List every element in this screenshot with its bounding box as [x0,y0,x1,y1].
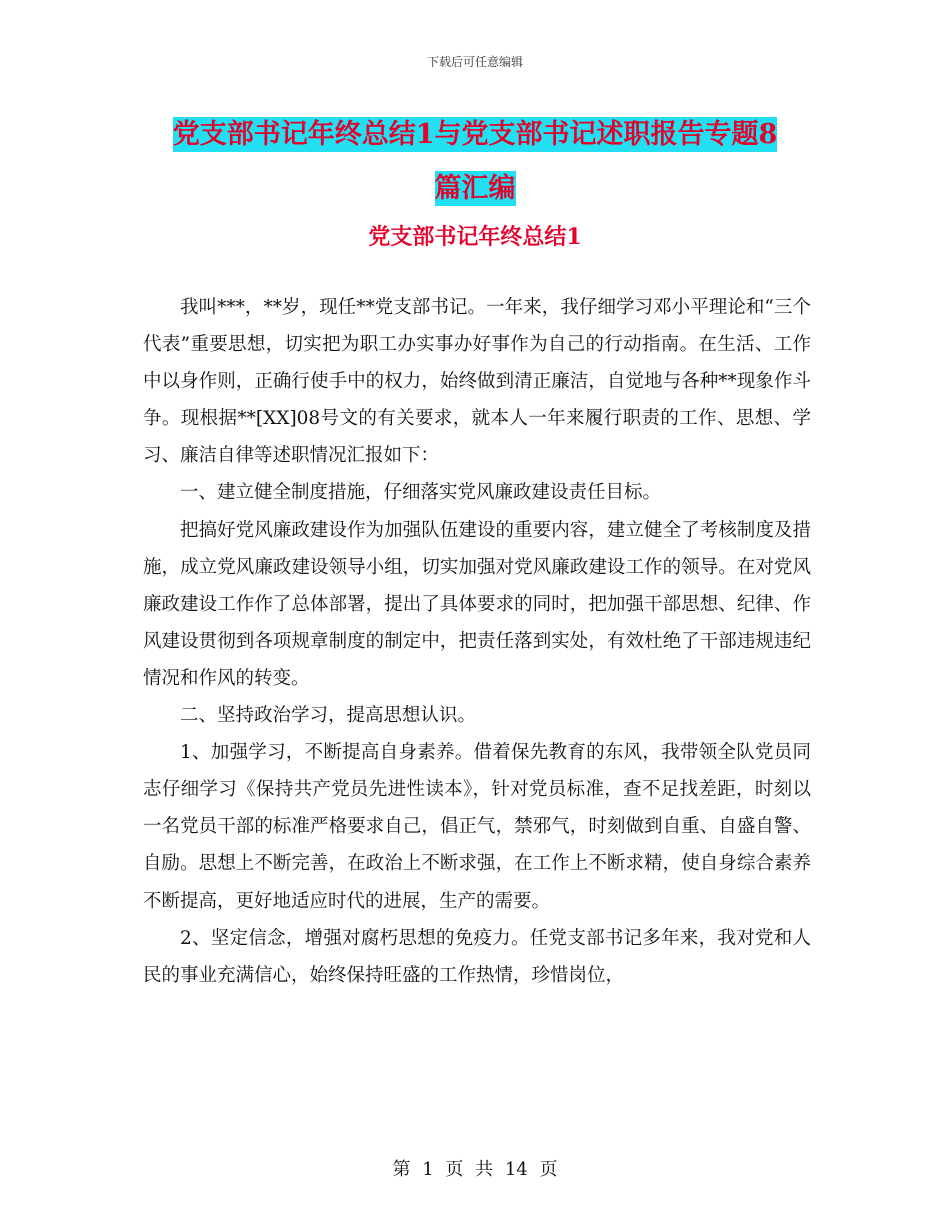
document-title-line-2: 篇汇编 [434,173,516,204]
section-title: 党支部书记年终总结1 [368,224,582,250]
paragraph: 一、建立健全制度措施，仔细落实党风廉政建设责任目标。 [180,482,662,504]
paragraph: 我叫***，**岁，现任**党支部书记。一年来，我仔细学习邓小平理论和“三个代表”重要思想，切实把为职工办实事办好事作为自己的行动指南。在生活、工作中以身作则，正确行使手中的权力，始终做到清正廉洁，自觉地与各种**现象作斗争。现根据**[XX]08号文的有关要求，就本人一年来履行职责的工作、思想、学习、廉洁自律等述职情况汇报如下： [143,297,811,467]
header-note: 下载后可任意编辑 [426,55,523,69]
paragraph: 二、坚持政治学习，提高思想认识。 [180,705,477,727]
page-footer: 第 1 页 共 14 页 [392,1159,558,1180]
document-title-line-1: 党支部书记年终总结1与党支部书记述职报告专题8 [172,119,778,150]
paragraph: 1、加强学习，不断提高自身素养。借着保先教育的东风，我带领全队党员同志仔细学习《保持共产党员先进性读本》，针对党员标准，查不足找差距，时刻以一名党员干部的标准严格要求自己，倡正气，禁邪气，时刻做到自重、自盛自警、自励。思想上不断完善，在政治上不断求强，在工作上不断求精，使自身综合素养不断提高，更好地适应时代的进展，生产的需要。 [143,742,811,912]
body-text [143,289,811,994]
paragraph: 2、坚定信念，增强对腐朽思想的免疫力。任党支部书记多年来，我对党和人民的事业充满信心，始终保持旺盛的工作热情，珍惜岗位， [143,927,811,986]
document-title [0,108,950,216]
paragraph: 把搞好党风廉政建设作为加强队伍建设的重要内容，建立健全了考核制度及措施，成立党风廉政建设领导小组，切实加强对党风廉政建设工作的领导。在对党风廉政建设工作作了总体部署，提出了具体要求的同时，把加强干部思想、纪律、作风建设贯彻到各项规章制度的制定中，把责任落到实处，有效杜绝了干部违规违纪情况和作风的转变。 [143,519,811,689]
